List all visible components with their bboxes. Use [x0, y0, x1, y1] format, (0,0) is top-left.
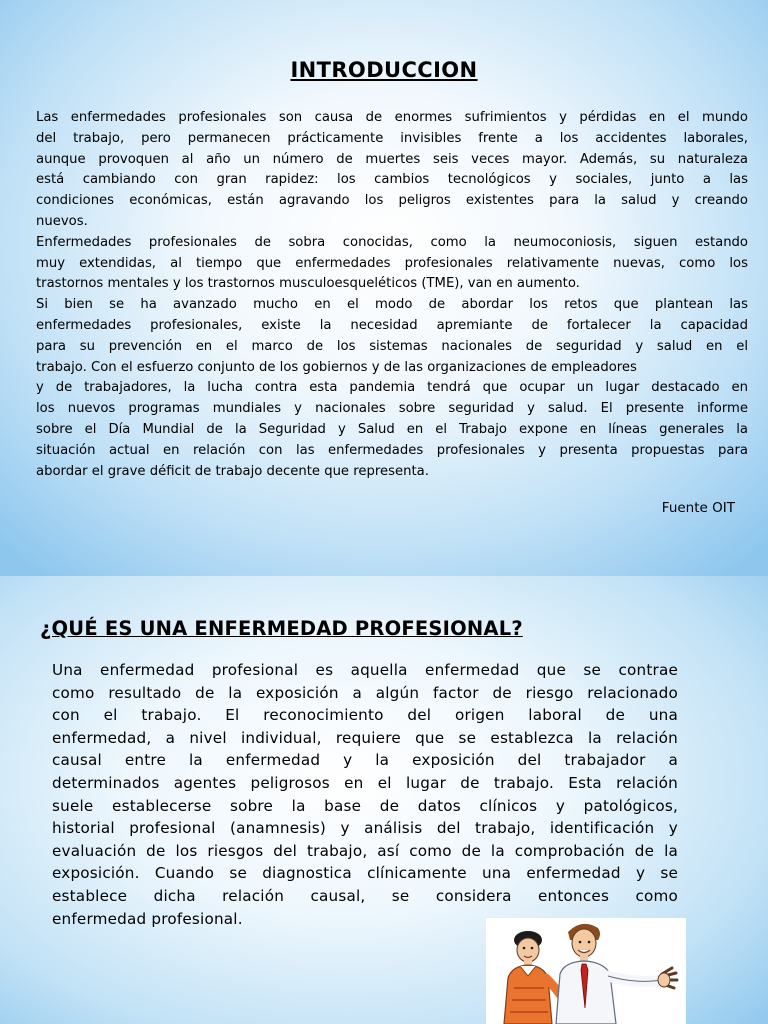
- workers-illustration: [486, 918, 686, 1024]
- text-line: enfermedad, a nivel individual, requiere que se establezca la relación: [52, 728, 678, 747]
- definition-body-text: [52, 659, 678, 930]
- source-citation: Fuente OIT: [661, 500, 735, 516]
- text-line: abordar el grave déficit de trabajo decente que representa.: [36, 463, 429, 479]
- text-line: y de trabajadores, la lucha contra esta pandemia tendrá que ocupar un lugar destacado en: [36, 380, 748, 396]
- slide-title: INTRODUCCION: [290, 58, 478, 82]
- text-line: trabajo. Con el esfuerzo conjunto de los gobiernos y de las organizaciones de empleadores: [36, 359, 637, 375]
- text-line: determinados agentes peligrosos en el lugar de trabajo. Esta relación: [52, 773, 678, 792]
- workers-cartoon-icon: [486, 918, 686, 1024]
- text-line: como resultado de la exposición a algún factor de riesgo relacionado: [52, 683, 678, 702]
- text-line: aunque provoquen al año un número de muertes seis veces mayor. Además, su naturaleza: [36, 151, 748, 167]
- text-line: muy extendidas, al tiempo que enfermedades profesionales relativamente nuevas, como los: [36, 255, 748, 271]
- text-line: enfermedad profesional.: [52, 909, 243, 928]
- text-line: evaluación de los riesgos del trabajo, así como de la comprobación de la: [52, 841, 678, 860]
- text-line: causal entre la enfermedad y la exposición del trabajador a: [52, 751, 678, 770]
- text-line: trastornos mentales y los trastornos musculoesqueléticos (TME), van en aumento.: [36, 276, 580, 292]
- text-line: los nuevos programas mundiales y nacionales sobre seguridad y salud. El presente informe: [36, 401, 748, 417]
- text-line: nuevos.: [36, 213, 88, 229]
- text-line: del trabajo, pero permanecen prácticamente invisibles frente a los accidentes laborales,: [36, 130, 748, 146]
- text-line: enfermedades profesionales, existe la necesidad apremiante de fortalecer la capacidad: [36, 317, 748, 333]
- text-line: exposición. Cuando se diagnostica clínicamente una enfermedad y se: [52, 864, 678, 883]
- slide-definicion: [0, 576, 768, 1024]
- text-line: sobre el Día Mundial de la Seguridad y Salud en el Trabajo expone en líneas generales la: [36, 421, 748, 437]
- text-line: con el trabajo. El reconocimiento del origen laboral de una: [52, 706, 678, 725]
- text-line: para su prevención en el marco de los sistemas nacionales de seguridad y salud en el: [36, 338, 748, 354]
- worker-right-figure: [556, 924, 677, 1024]
- text-line: situación actual en relación con las enfermedades profesionales y presenta propuestas para: [36, 442, 748, 458]
- text-line: Las enfermedades profesionales son causa de enormes sufrimientos y pérdidas en el mundo: [36, 110, 748, 125]
- text-line: Si bien se ha avanzado mucho en el modo de abordar los retos que plantean las: [36, 297, 748, 313]
- slide-title: ¿QUÉ ES UNA ENFERMEDAD PROFESIONAL?: [40, 617, 523, 640]
- text-line: Enfermedades profesionales de sobra conocidas, como la neumoconiosis, siguen estando: [36, 234, 748, 250]
- text-line: suele establecerse sobre la base de datos clínicos y patológicos,: [52, 796, 678, 815]
- text-line: historial profesional (anamnesis) y análisis del trabajo, identificación y: [52, 819, 678, 838]
- intro-body-text: [36, 108, 748, 482]
- text-line: condiciones económicas, están agravando los peligros existentes para la salud y creando: [36, 193, 748, 209]
- text-line: Una enfermedad profesional es aquella enfermedad que se contrae: [52, 661, 678, 679]
- text-line: establece dicha relación causal, se considera entonces como: [52, 886, 678, 905]
- text-line: está cambiando con gran rapidez: los cambios tecnológicos y sociales, junto a las: [36, 172, 748, 188]
